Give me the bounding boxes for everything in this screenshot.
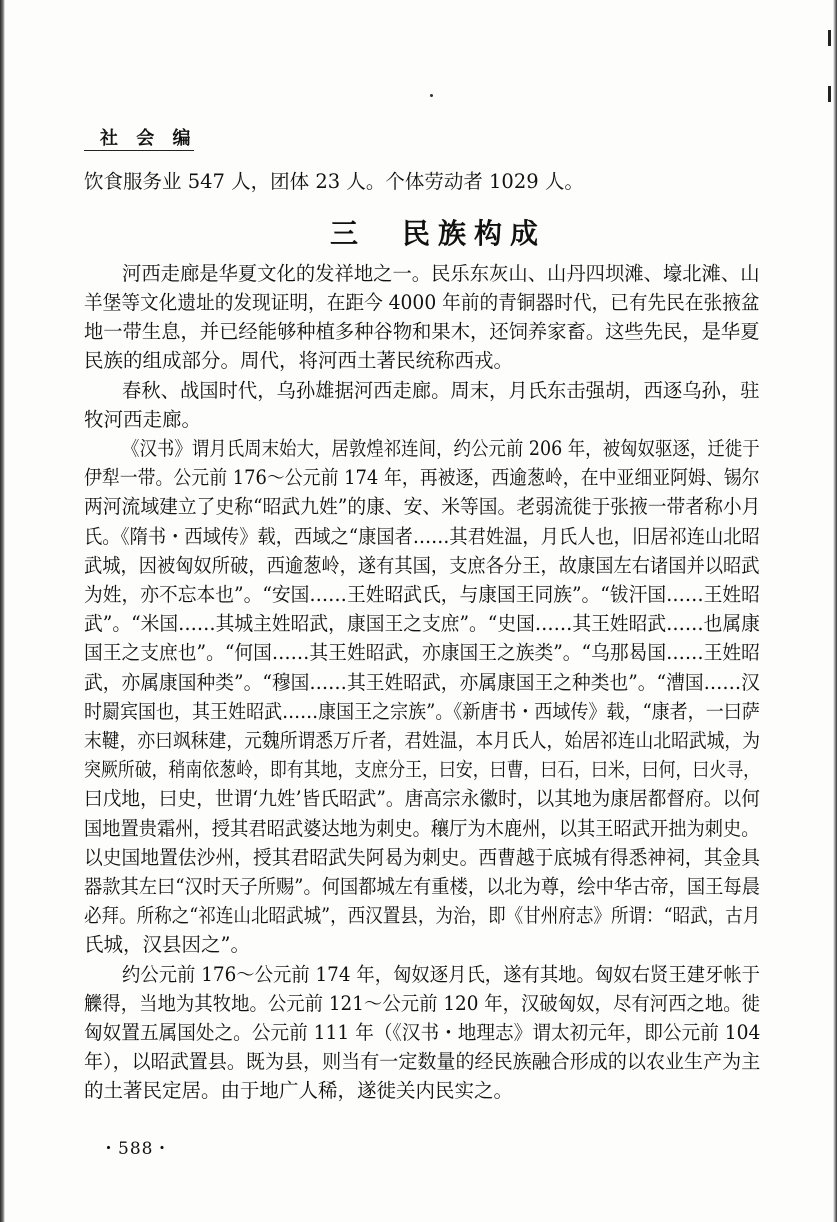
body-line: 必拜。所称之“祁连山北昭武城”，西汉置县，为治，即《甘州府志》所谓：“昭武，古月 xyxy=(84,904,761,927)
body-line: 地一带生息，并已经能够种植多种谷物和果木，还饲养家畜。这些先民，是华夏 xyxy=(84,320,760,343)
body-line: 氏城，汉县因之”。 xyxy=(84,933,250,956)
body-line: 突厥所破，稍南依葱岭，即有其地，支庶分王，曰安，曰曹，曰石，曰米，曰何，曰火寻， xyxy=(84,758,761,781)
body-line: 牧河西走廊。 xyxy=(84,408,202,431)
section-title: 三 民族构成 xyxy=(330,217,547,250)
body-line: 匈奴置五属国处之。公元前 111 年（《汉书・地理志》谓太初元年，即公元前 104 xyxy=(84,1021,761,1044)
scan-mark xyxy=(828,30,831,46)
body-line: 武，亦属康国种类”。“穆国……其王姓昭武，亦属康国王之种类也”。“漕国……汉 xyxy=(84,671,760,694)
body-line: 两河流域建立了史称“昭武九姓”的康、安、米等国。老弱流徙于张掖一带者称小月 xyxy=(84,495,761,518)
body-line: 以史国地置佉沙州，授其君昭武失阿曷为刺史。西曹越于底城有得悉神祠，其金具 xyxy=(84,846,761,869)
scan-speck xyxy=(430,94,433,97)
body-line: 春秋、战国时代，乌孙雄据河西走廊。周末，月氏东击强胡，西逐乌孙，驻 xyxy=(122,379,760,402)
body-line: 伊犁一带。公元前 176～公元前 174 年，再被逐，西逾葱岭，在中亚细亚阿姆、锡尔 xyxy=(84,466,760,489)
body-line: 约公元前 176～公元前 174 年，匈奴逐月氏，遂有其地。匈奴右贤王建牙帐于 xyxy=(122,963,761,986)
body-line: 的土著民定居。由于地广人稀，遂徙关内民实之。 xyxy=(84,1079,514,1102)
body-line: 曰戊地，曰史，世谓‘九姓’皆氏昭武”。唐高宗永徽时，以其地为康居都督府。以何 xyxy=(84,787,760,810)
body-line: 时罽宾国也，其王姓昭武……康国王之宗族”。《新唐书・西域传》载，“康者，一曰萨 xyxy=(84,700,760,723)
body-line: 羊堡等文化遗址的发现证明，在距今 4000 年前的青铜器时代，已有先民在张掖盆 xyxy=(84,291,760,314)
body-line: 国王之支庶也”。“何国……其王姓昭武，亦康国王之族类”。“乌那曷国……王姓昭 xyxy=(84,641,760,664)
scan-shadow-right xyxy=(833,0,837,1222)
body-line: 民族的组成部分。周代，将河西土著民统称西戎。 xyxy=(84,349,514,372)
running-head-rule xyxy=(84,150,194,151)
body-line: 觻得，当地为其牧地。公元前 121～公元前 120 年，汉破匈奴，尽有河西之地。徙 xyxy=(84,992,761,1015)
body-line: 为姓，亦不忘本也”。“安国……王姓昭武氏，与康国王同族”。“钹汗国……王姓昭 xyxy=(84,583,760,606)
body-line: 末鞬，亦曰飒秣建，元魏所谓悉万斤者，君姓温，本月氏人，始居祁连山北昭武城，为 xyxy=(84,729,761,752)
scan-shadow-left xyxy=(0,0,5,1222)
body-line: 年），以昭武置县。既为县，则当有一定数量的经民族融合形成的以农业生产为主 xyxy=(84,1050,761,1073)
scan-mark xyxy=(828,86,831,102)
body-line: 武”。“米国……其城主姓昭武，康国王之支庶”。“史国……其王姓昭武……也属康 xyxy=(84,612,760,635)
body-line: 器款其左曰“汉时天子所赐”。何国都城左有重楼，以北为尊，绘中华古帝，国王每晨 xyxy=(84,875,760,898)
body-line: 武城，因被匈奴所破，西逾葱岭，遂有其国，支庶各分王，故康国左右诸国并以昭武 xyxy=(84,554,760,577)
running-head: 社 会 编 xyxy=(100,128,197,149)
intro-line: 饮食服务业 547 人，团体 23 人。个体劳动者 1029 人。 xyxy=(84,170,584,193)
page-number: ・588・ xyxy=(100,1139,172,1159)
body-line: 河西走廊是华夏文化的发祥地之一。民乐东灰山、山丹四坝滩、壕北滩、山 xyxy=(122,262,760,285)
body-line: 《汉书》谓月氏周末始大，居敦煌祁连间，约公元前 206 年，被匈奴驱逐，迁徙于 xyxy=(122,437,760,460)
body-line: 氏。《隋书・西域传》载，西域之“康国者……其君姓温，月氏人也，旧居祁连山北昭 xyxy=(84,525,760,548)
body-line: 国地置贵霜州，授其君昭武婆达地为刺史。穰厅为木鹿州，以其王昭武开拙为刺史。 xyxy=(84,817,760,840)
